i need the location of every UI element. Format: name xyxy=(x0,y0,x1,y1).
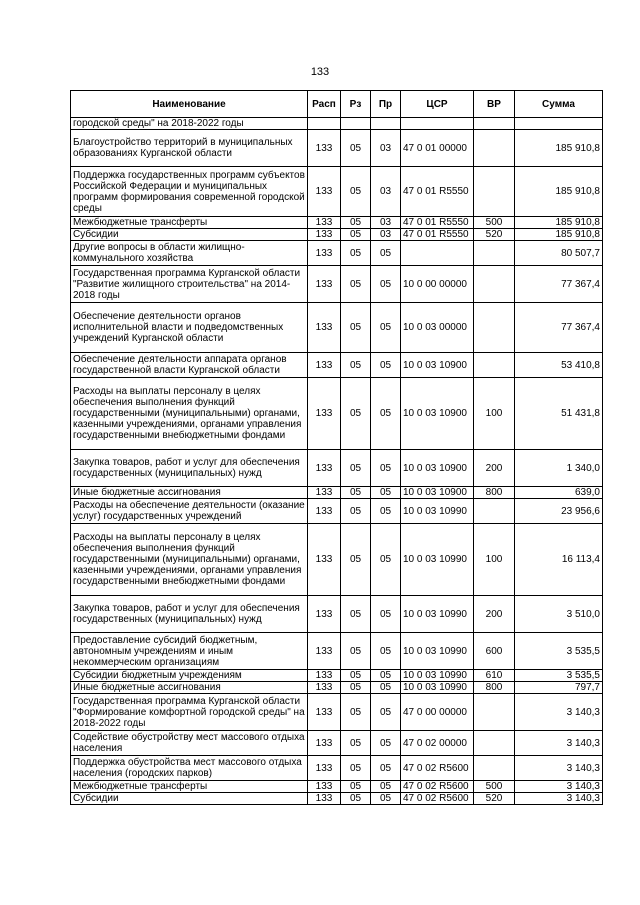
cell-vr xyxy=(474,266,515,303)
header-vr: ВР xyxy=(474,91,515,118)
table-row xyxy=(71,524,603,596)
cell-vr xyxy=(474,353,515,378)
table-header-row xyxy=(71,91,603,118)
cell-csr: 47 0 01 00000 xyxy=(401,130,474,167)
cell-pr: 05 xyxy=(371,241,401,266)
cell-vr xyxy=(474,303,515,353)
cell-name: Другие вопросы в области жилищно-коммунального хозяйства xyxy=(71,241,308,266)
cell-rz: 05 xyxy=(341,217,371,229)
cell-pr: 05 xyxy=(371,378,401,450)
cell-name: Закупка товаров, работ и услуг для обеспечения государственных (муниципальных) нужд xyxy=(71,450,308,487)
cell-csr: 47 0 02 R5600 xyxy=(401,756,474,781)
cell-sum: 3 535,5 xyxy=(515,633,603,670)
cell-pr: 05 xyxy=(371,499,401,524)
cell-rz: 05 xyxy=(341,167,371,217)
cell-name: Субсидии бюджетным учреждениям xyxy=(71,670,308,682)
table-row xyxy=(71,682,603,694)
cell-name: Расходы на выплаты персоналу в целях обеспечения выполнения функций государственными (муниципальными) органами, казенными учреждениями, органами управления государственными внебюджетными фондами xyxy=(71,378,308,450)
cell-name: Закупка товаров, работ и услуг для обеспечения государственных (муниципальных) нужд xyxy=(71,596,308,633)
cell-rz: 05 xyxy=(341,353,371,378)
cell-rz: 05 xyxy=(341,670,371,682)
cell-pr: 05 xyxy=(371,694,401,731)
cell-name: Иные бюджетные ассигнования xyxy=(71,487,308,499)
cell-sum: 185 910,8 xyxy=(515,130,603,167)
cell-rasp: 133 xyxy=(308,130,341,167)
cell-name: Благоустройство территорий в муниципальных образованиях Курганской области xyxy=(71,130,308,167)
table-row xyxy=(71,499,603,524)
cell-vr: 800 xyxy=(474,487,515,499)
cell-sum: 185 910,8 xyxy=(515,217,603,229)
cell-vr: 100 xyxy=(474,378,515,450)
cell-sum: 77 367,4 xyxy=(515,266,603,303)
cell-rz: 05 xyxy=(341,524,371,596)
cell-pr: 05 xyxy=(371,793,401,805)
cell-rz: 05 xyxy=(341,130,371,167)
cell-rz: 05 xyxy=(341,633,371,670)
header-rasp: Расп xyxy=(308,91,341,118)
cell-rasp: 133 xyxy=(308,487,341,499)
cell-sum: 77 367,4 xyxy=(515,303,603,353)
cell-rz: 05 xyxy=(341,499,371,524)
cell-pr: 05 xyxy=(371,266,401,303)
table-row xyxy=(71,781,603,793)
cell-rasp: 133 xyxy=(308,303,341,353)
table-row xyxy=(71,303,603,353)
cell-vr: 500 xyxy=(474,781,515,793)
cell-vr: 800 xyxy=(474,682,515,694)
cell-pr: 03 xyxy=(371,217,401,229)
cell-rasp: 133 xyxy=(308,596,341,633)
table-row xyxy=(71,229,603,241)
cell-rz: 05 xyxy=(341,793,371,805)
table-row xyxy=(71,450,603,487)
cell-name: Предоставление субсидий бюджетным, автономным учреждениям и иным некоммерческим организациям xyxy=(71,633,308,670)
cell-name: Субсидии xyxy=(71,229,308,241)
cell-rz: 05 xyxy=(341,731,371,756)
table-row xyxy=(71,670,603,682)
cell-vr: 610 xyxy=(474,670,515,682)
cell-name: Государственная программа Курганской области "Формирование комфортной городской среды" на 2018-2022 годы xyxy=(71,694,308,731)
cell-sum: 51 431,8 xyxy=(515,378,603,450)
cell-rz: 05 xyxy=(341,266,371,303)
cell-rz: 05 xyxy=(341,781,371,793)
cell-sum: 1 340,0 xyxy=(515,450,603,487)
page-number: 133 xyxy=(310,66,330,78)
cell-sum: 3 535,5 xyxy=(515,670,603,682)
cell-vr: 100 xyxy=(474,524,515,596)
cell-pr: 05 xyxy=(371,633,401,670)
cell-csr: 10 0 03 10900 xyxy=(401,353,474,378)
cell-vr: 520 xyxy=(474,793,515,805)
cell-rasp: 133 xyxy=(308,694,341,731)
cell-pr: 05 xyxy=(371,353,401,378)
table-row xyxy=(71,633,603,670)
cell-csr: 47 0 01 R5550 xyxy=(401,229,474,241)
table-row xyxy=(71,756,603,781)
cell-sum: 80 507,7 xyxy=(515,241,603,266)
cell-name: Поддержка обустройства мест массового отдыха населения (городских парков) xyxy=(71,756,308,781)
cell-sum: 185 910,8 xyxy=(515,167,603,217)
cell-rz: 05 xyxy=(341,682,371,694)
cell-vr: 200 xyxy=(474,596,515,633)
cell-pr: 05 xyxy=(371,731,401,756)
cell-vr xyxy=(474,241,515,266)
cell-csr: 10 0 03 10990 xyxy=(401,670,474,682)
cell-sum: 797,7 xyxy=(515,682,603,694)
cell-name: Субсидии xyxy=(71,793,308,805)
cell-vr xyxy=(474,694,515,731)
cell-pr: 03 xyxy=(371,167,401,217)
cell-sum: 3 140,3 xyxy=(515,694,603,731)
cell-csr: 10 0 03 10900 xyxy=(401,487,474,499)
cell-csr xyxy=(401,118,474,130)
cell-rasp: 133 xyxy=(308,781,341,793)
cell-rasp: 133 xyxy=(308,353,341,378)
cell-pr: 05 xyxy=(371,756,401,781)
cell-pr: 05 xyxy=(371,682,401,694)
cell-name: Иные бюджетные ассигнования xyxy=(71,682,308,694)
cell-sum: 3 140,3 xyxy=(515,781,603,793)
cell-csr: 10 0 03 10900 xyxy=(401,450,474,487)
cell-rz: 05 xyxy=(341,694,371,731)
cell-name: Содействие обустройству мест массового отдыха населения xyxy=(71,731,308,756)
cell-csr: 47 0 02 00000 xyxy=(401,731,474,756)
table-row xyxy=(71,241,603,266)
cell-rasp: 133 xyxy=(308,633,341,670)
table-row xyxy=(71,266,603,303)
cell-vr xyxy=(474,167,515,217)
cell-rz: 05 xyxy=(341,596,371,633)
table-row xyxy=(71,118,603,130)
cell-vr xyxy=(474,118,515,130)
cell-rasp: 133 xyxy=(308,524,341,596)
cell-pr: 03 xyxy=(371,130,401,167)
cell-sum: 3 510,0 xyxy=(515,596,603,633)
cell-csr: 10 0 03 10990 xyxy=(401,596,474,633)
cell-name: Межбюджетные трансферты xyxy=(71,217,308,229)
table-row xyxy=(71,694,603,731)
cell-rasp: 133 xyxy=(308,229,341,241)
cell-pr: 03 xyxy=(371,229,401,241)
cell-csr: 10 0 03 10900 xyxy=(401,378,474,450)
cell-csr: 10 0 03 10990 xyxy=(401,499,474,524)
cell-name: Межбюджетные трансферты xyxy=(71,781,308,793)
cell-name: городской среды" на 2018-2022 годы xyxy=(71,118,308,130)
cell-rz: 05 xyxy=(341,241,371,266)
cell-vr xyxy=(474,130,515,167)
header-pr: Пр xyxy=(371,91,401,118)
table-row xyxy=(71,378,603,450)
cell-vr: 200 xyxy=(474,450,515,487)
cell-rasp: 133 xyxy=(308,217,341,229)
header-name: Наименование xyxy=(71,91,308,118)
cell-sum: 185 910,8 xyxy=(515,229,603,241)
cell-pr: 05 xyxy=(371,524,401,596)
cell-csr: 10 0 03 10990 xyxy=(401,633,474,670)
cell-pr: 05 xyxy=(371,487,401,499)
cell-pr: 05 xyxy=(371,450,401,487)
cell-rasp: 133 xyxy=(308,793,341,805)
table-row xyxy=(71,130,603,167)
cell-rasp: 133 xyxy=(308,241,341,266)
cell-sum: 16 113,4 xyxy=(515,524,603,596)
table-body xyxy=(71,118,603,805)
header-sum: Сумма xyxy=(515,91,603,118)
cell-vr: 500 xyxy=(474,217,515,229)
cell-name: Обеспечение деятельности аппарата органов государственной власти Курганской области xyxy=(71,353,308,378)
cell-rz: 05 xyxy=(341,378,371,450)
cell-rz: 05 xyxy=(341,229,371,241)
cell-csr: 10 0 03 10990 xyxy=(401,524,474,596)
cell-vr: 520 xyxy=(474,229,515,241)
cell-pr: 05 xyxy=(371,303,401,353)
cell-vr xyxy=(474,499,515,524)
cell-sum: 3 140,3 xyxy=(515,793,603,805)
cell-rasp: 133 xyxy=(308,450,341,487)
table-row xyxy=(71,217,603,229)
cell-sum: 23 956,6 xyxy=(515,499,603,524)
table-row xyxy=(71,167,603,217)
cell-sum: 639,0 xyxy=(515,487,603,499)
cell-rasp xyxy=(308,118,341,130)
cell-pr: 05 xyxy=(371,781,401,793)
cell-csr: 10 0 03 00000 xyxy=(401,303,474,353)
cell-rz: 05 xyxy=(341,303,371,353)
cell-rz: 05 xyxy=(341,487,371,499)
table-row xyxy=(71,353,603,378)
cell-pr: 05 xyxy=(371,596,401,633)
cell-rasp: 133 xyxy=(308,670,341,682)
cell-name: Обеспечение деятельности органов исполнительной власти и подведомственных учреждений Курганской области xyxy=(71,303,308,353)
cell-vr: 600 xyxy=(474,633,515,670)
table-row xyxy=(71,793,603,805)
cell-name: Расходы на обеспечение деятельности (оказание услуг) государственных учреждений xyxy=(71,499,308,524)
table-row xyxy=(71,731,603,756)
cell-rasp: 133 xyxy=(308,266,341,303)
table-row xyxy=(71,487,603,499)
cell-sum xyxy=(515,118,603,130)
header-csr: ЦСР xyxy=(401,91,474,118)
cell-rasp: 133 xyxy=(308,167,341,217)
cell-sum: 3 140,3 xyxy=(515,756,603,781)
cell-rz: 05 xyxy=(341,450,371,487)
cell-csr: 47 0 01 R5550 xyxy=(401,217,474,229)
cell-vr xyxy=(474,731,515,756)
cell-vr xyxy=(474,756,515,781)
cell-csr: 47 0 00 00000 xyxy=(401,694,474,731)
cell-rasp: 133 xyxy=(308,499,341,524)
cell-csr: 10 0 00 00000 xyxy=(401,266,474,303)
cell-sum: 3 140,3 xyxy=(515,731,603,756)
cell-csr: 47 0 02 R5600 xyxy=(401,781,474,793)
cell-name: Поддержка государственных программ субъектов Российской Федерации и муниципальных программ формирования современной городской среды xyxy=(71,167,308,217)
cell-pr xyxy=(371,118,401,130)
cell-name: Государственная программа Курганской области "Развитие жилищного строительства" на 2014-2018 годы xyxy=(71,266,308,303)
header-rz: Рз xyxy=(341,91,371,118)
cell-csr: 10 0 03 10990 xyxy=(401,682,474,694)
cell-sum: 53 410,8 xyxy=(515,353,603,378)
cell-rasp: 133 xyxy=(308,756,341,781)
cell-rz: 05 xyxy=(341,756,371,781)
table-row xyxy=(71,596,603,633)
cell-rasp: 133 xyxy=(308,682,341,694)
cell-csr xyxy=(401,241,474,266)
cell-csr: 47 0 01 R5550 xyxy=(401,167,474,217)
cell-pr: 05 xyxy=(371,670,401,682)
cell-rasp: 133 xyxy=(308,378,341,450)
cell-name: Расходы на выплаты персоналу в целях обеспечения выполнения функций государственными (муниципальными) органами, казенными учреждениями, органами управления государственными внебюджетными фондами xyxy=(71,524,308,596)
cell-csr: 47 0 02 R5600 xyxy=(401,793,474,805)
budget-table xyxy=(70,90,603,805)
cell-rasp: 133 xyxy=(308,731,341,756)
cell-rz xyxy=(341,118,371,130)
